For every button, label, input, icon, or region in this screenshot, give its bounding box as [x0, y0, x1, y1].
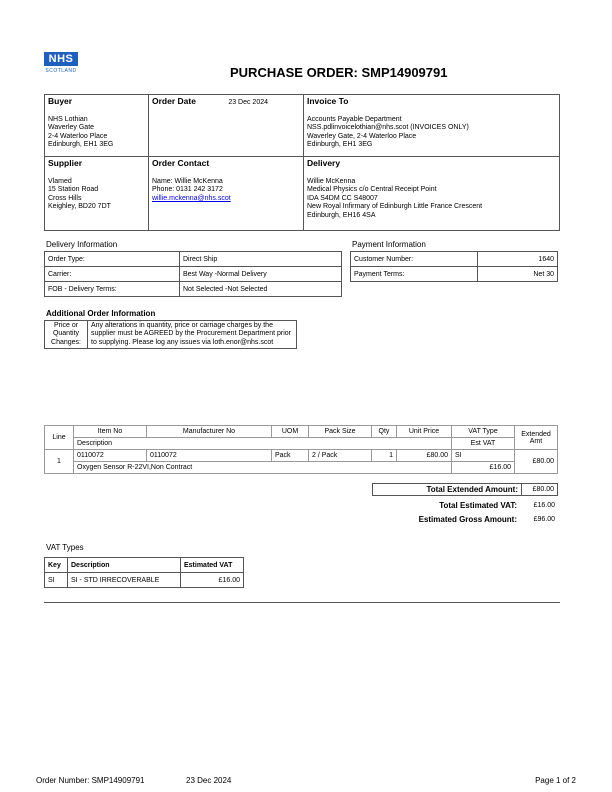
order-contact-cell	[149, 157, 304, 231]
delivery-info-value: Direct Ship	[180, 252, 342, 267]
col-line: Line	[45, 426, 74, 450]
buyer-heading: Buyer	[48, 96, 73, 106]
invoice-line: Accounts Payable Department	[307, 116, 402, 123]
order-date-heading: Order Date	[152, 96, 196, 106]
delivery-info-row	[45, 252, 342, 267]
col-qty: Qty	[372, 426, 397, 438]
delivery-info-value: Best Way -Normal Delivery	[180, 267, 342, 282]
items-header-row	[45, 426, 558, 438]
col-vat-type: VAT Type	[452, 426, 515, 438]
logo-text: NHS	[44, 52, 78, 66]
vat-key: SI	[45, 573, 68, 588]
items-header-row-2	[45, 438, 558, 450]
delivery-line: IDA S4DM CC S48007	[307, 194, 378, 202]
items-table	[44, 425, 558, 474]
total-value: £16.00	[533, 502, 555, 509]
payment-info-table	[350, 251, 558, 282]
totals-row	[372, 511, 558, 525]
delivery-heading: Delivery	[307, 158, 341, 168]
delivery-cell	[304, 157, 560, 231]
invoice-line: Waverley Gate, 2-4 Waterloo Place	[307, 132, 417, 140]
vat-types-table	[44, 557, 244, 588]
totals-row	[372, 500, 558, 511]
row-description: Oxygen Sensor R-22VI,Non Contract	[74, 462, 452, 474]
contact-phone: Phone: 0131 242 3172	[152, 186, 223, 194]
delivery-line: Medical Physics c/o Central Receipt Point	[307, 186, 437, 194]
total-value: £80.00	[522, 484, 558, 496]
divider	[44, 602, 560, 603]
order-contact-heading: Order Contact	[152, 158, 210, 168]
footer-date: 23 Dec 2024	[186, 776, 232, 785]
col-unit-price: Unit Price	[397, 426, 452, 438]
order-date-cell	[149, 95, 304, 157]
delivery-line: Willie McKenna	[307, 178, 356, 185]
payment-info-value: Net 30	[478, 267, 558, 282]
row-mfr-no: 0110072	[147, 450, 272, 462]
row-unit-price: £80.00	[397, 450, 452, 462]
totals-table-2	[372, 500, 558, 525]
table-row-desc	[45, 462, 558, 474]
vat-types-heading: VAT Types	[46, 543, 84, 552]
invoice-line: Edinburgh, EH1 3EG	[307, 141, 373, 149]
supplier-line: Cross Hills	[48, 194, 82, 202]
vat-est: £16.00	[181, 573, 244, 588]
supplier-line: 15 Station Road	[48, 186, 99, 194]
supplier-line: Vlamed	[48, 178, 72, 185]
payment-info-label: Payment Terms:	[351, 267, 478, 282]
invoice-to-cell	[304, 95, 560, 157]
row-line: 1	[45, 450, 74, 474]
logo-subtext: SCOTLAND	[45, 68, 77, 74]
price-change-label: Price or Quantity Changes:	[45, 321, 88, 349]
payment-info-label: Customer Number:	[351, 252, 478, 267]
contact-name: Name: Willie McKenna	[152, 178, 223, 185]
address-table	[44, 94, 560, 231]
delivery-info-row	[45, 267, 342, 282]
page-title: PURCHASE ORDER: SMP14909791	[230, 65, 448, 80]
total-value: £96.00	[533, 516, 555, 523]
buyer-line: 2-4 Waterloo Place	[48, 132, 108, 140]
vat-col-est: Estimated VAT	[181, 558, 244, 573]
total-label: Total Estimated VAT:	[439, 501, 517, 510]
buyer-line: Waverley Gate	[48, 124, 95, 132]
total-label: Total Extended Amount:	[426, 485, 518, 494]
payment-info-heading: Payment Information	[352, 240, 426, 249]
row-item-no: 0110072	[74, 450, 147, 462]
row-vat-type: SI	[452, 450, 515, 462]
additional-info-heading: Additional Order Information	[46, 309, 156, 318]
col-mfr-no: Manufacturer No	[147, 426, 272, 438]
delivery-info-label: Order Type:	[45, 252, 180, 267]
footer-page: Page 1 of 2	[535, 776, 576, 785]
row-uom: Pack	[272, 450, 309, 462]
payment-info-row	[351, 252, 558, 267]
order-date-row	[152, 96, 300, 108]
table-row	[45, 450, 558, 462]
vat-desc: SI - STD IRRECOVERABLE	[68, 573, 181, 588]
delivery-line: Edinburgh, EH16 4SA	[307, 211, 376, 219]
col-est-vat: Est VAT	[452, 438, 515, 450]
totals-table	[372, 483, 558, 496]
buyer-line: NHS Lothian	[48, 116, 88, 123]
vat-col-desc: Description	[68, 558, 181, 573]
delivery-info-value: Not Selected -Not Selected	[180, 282, 342, 297]
additional-info-table	[44, 320, 297, 349]
contact-email-link[interactable]: willie.mckenna@nhs.scot	[152, 194, 231, 202]
vat-header-row	[45, 558, 244, 573]
delivery-info-label: FOB - Delivery Terms:	[45, 282, 180, 297]
price-change-text: Any alterations in quantity, price or carriage charges by the supplier must be AGREED by the Procurement Department prior to supplying. Please log any issues via loth.enor@nhs.scot	[88, 321, 297, 349]
col-extended-amt: Extended Amt	[515, 426, 558, 450]
order-date-value: 23 Dec 2024	[228, 99, 269, 106]
footer-order-number: Order Number: SMP14909791	[36, 776, 145, 785]
delivery-info-heading: Delivery Information	[46, 240, 118, 249]
nhs-scotland-logo	[44, 52, 78, 74]
col-uom: UOM	[272, 426, 309, 438]
table-row	[45, 573, 244, 588]
col-item-no: Item No	[74, 426, 147, 438]
supplier-heading: Supplier	[48, 158, 83, 168]
supplier-cell	[45, 157, 149, 231]
vat-col-key: Key	[45, 558, 68, 573]
row-extended-amt: £80.00	[515, 450, 558, 474]
col-pack-size: Pack Size	[309, 426, 372, 438]
buyer-line: Edinburgh, EH1 3EG	[48, 141, 114, 149]
total-label: Estimated Gross Amount:	[418, 515, 517, 524]
invoice-line: NSS.pdlinvoicelothian@nhs.scot (INVOICES ONLY)	[307, 124, 469, 132]
col-description: Description	[74, 438, 452, 450]
delivery-info-table	[44, 251, 342, 297]
delivery-line: New Royal Infirmary of Edinburgh Little France Crescent	[307, 203, 483, 211]
invoice-to-heading: Invoice To	[307, 96, 349, 106]
row-est-vat: £16.00	[452, 462, 515, 474]
totals-row	[373, 484, 558, 496]
delivery-info-label: Carrier:	[45, 267, 180, 282]
row-qty: 1	[372, 450, 397, 462]
delivery-info-row	[45, 282, 342, 297]
supplier-line: Keighley, BD20 7DT	[48, 203, 111, 211]
payment-info-row	[351, 267, 558, 282]
payment-info-value: 1640	[478, 252, 558, 267]
buyer-cell	[45, 95, 149, 157]
row-pack-size: 2 / Pack	[309, 450, 372, 462]
